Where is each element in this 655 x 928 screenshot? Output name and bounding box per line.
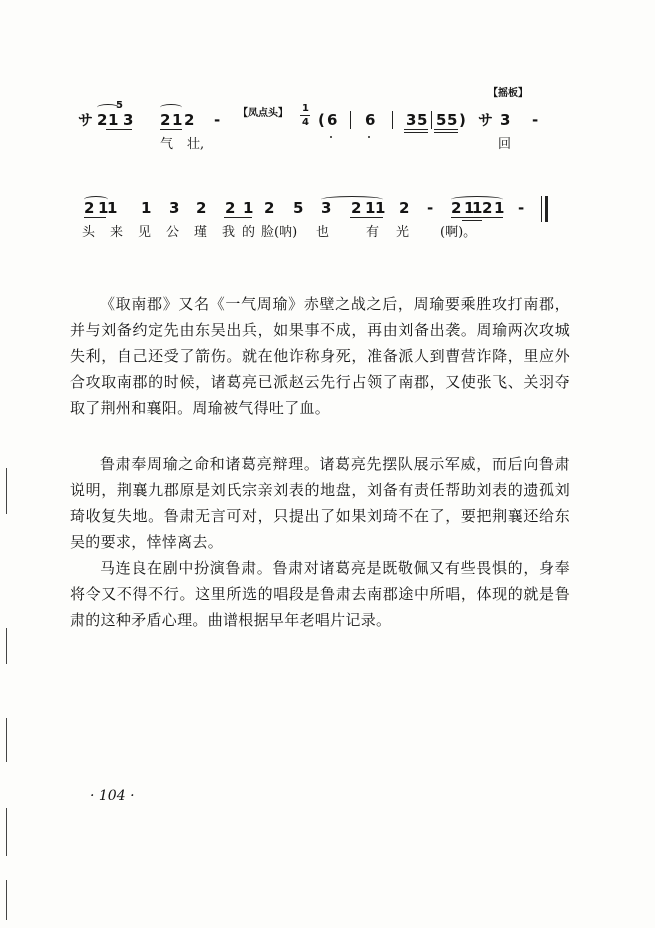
score-note: 2 (451, 199, 462, 217)
score-note: 1 (141, 199, 152, 217)
score-note: 1 (107, 199, 118, 217)
score-note: 2 (399, 199, 410, 217)
scan-artifact (6, 628, 7, 664)
slur (321, 196, 383, 203)
time-signature-numerator: 1 (302, 103, 309, 114)
lyric-char: 见 (138, 225, 152, 240)
score-note: - (427, 199, 434, 217)
slur (97, 104, 119, 111)
score-note: 1 (375, 199, 386, 217)
score-note: 1 (108, 111, 119, 129)
lyric-char: 的 (242, 225, 256, 240)
underline (224, 217, 252, 218)
scan-artifact (6, 468, 7, 514)
paragraph-3: 马连良在剧中扮演鲁肃。鲁肃对诸葛亮是既敬佩又有些畏惧的，身奉将令又不得不行。这里所选的唱段是鲁肃去南郡途中所唱，体现的就是鲁肃的这种矛盾心理。曲谱根据早年老唱片记录。 (70, 559, 570, 629)
score-note: ) (459, 111, 466, 129)
underline (404, 132, 428, 133)
score-note: 1 (98, 199, 109, 217)
lyric-char: 头 (82, 225, 96, 240)
slur (451, 196, 503, 203)
slur (160, 104, 182, 111)
lyric-char: 脸(呐) (261, 225, 298, 240)
tempo-mark: 【摇板】 (488, 88, 528, 99)
score-note: ( (318, 111, 325, 129)
score-note: 3 (406, 111, 417, 129)
underline (106, 129, 132, 130)
underline (462, 220, 482, 221)
barline (392, 111, 393, 129)
score-note: サ (478, 111, 494, 129)
underline (84, 217, 106, 218)
score-note: - (518, 199, 525, 217)
score-note: 2 (225, 199, 236, 217)
score-note: 6 (365, 111, 376, 129)
score-note: 5 (417, 111, 428, 129)
score-note: 1 (472, 199, 483, 217)
barline (350, 111, 351, 129)
score-note: 5 (436, 111, 447, 129)
lyric-char: 瑾 (194, 225, 208, 240)
lyric-char: 气 (160, 137, 174, 152)
final-barline-thick (545, 196, 548, 222)
underline (434, 129, 458, 130)
score-note: 1 (243, 199, 254, 217)
score-note: 3 (169, 199, 180, 217)
octave-dot (330, 136, 332, 138)
lyric-char: 也 (316, 225, 330, 240)
lyric-char: 公 (166, 225, 180, 240)
lyric-char: 来 (110, 225, 124, 240)
score-note: 5 (447, 111, 458, 129)
score-note: 2 (160, 111, 171, 129)
score-note: 2 (264, 199, 275, 217)
score-note: 2 (196, 199, 207, 217)
score-note: 3 (321, 199, 332, 217)
lyric-char: 壮, (187, 137, 205, 152)
score-note: 3 (500, 111, 511, 129)
underline (404, 129, 428, 130)
lyric-char: (啊)。 (440, 225, 477, 240)
page-number: · 104 · (90, 788, 135, 804)
phrase-mark: 【凤点头】 (238, 108, 288, 119)
octave-dot (368, 136, 370, 138)
score-note: 5 (293, 199, 304, 217)
score-note: - (214, 111, 221, 129)
underline (350, 217, 383, 218)
lyric-char: 光 (396, 225, 410, 240)
lyric-char: 有 (366, 225, 380, 240)
score-note: 1 (464, 199, 475, 217)
underline (160, 129, 182, 130)
scan-artifact (6, 808, 7, 856)
score-note: 2 (184, 111, 195, 129)
score-note: 1 (494, 199, 505, 217)
paragraph-2: 鲁肃奉周瑜之命和诸葛亮辩理。诸葛亮先摆队展示军威，而后向鲁肃说明，荆襄九郡原是刘氏宗亲刘表的地盘，刘备有责任帮助刘表的遗孤刘琦收复失地。鲁肃无言可对，只提出了如果刘琦不在了，要把荆襄还给东吴的要求，悻悻离去。 (70, 455, 570, 551)
slur (84, 196, 108, 203)
score-note: 2 (482, 199, 493, 217)
score-note: 1 (172, 111, 183, 129)
paragraph-1: 《取南郡》又名《一气周瑜》赤壁之战之后，周瑜要乘胜攻打南郡，并与刘备约定先由东吴出兵，如果事不成，再由刘备出袭。周瑜两次攻城失利，自己还受了箭伤。就在他诈称身死，准备派人到曹营诈降，里应外合攻取南郡的时候，诸葛亮已派赵云先行占领了南郡，又使张飞、关羽夺取了荆州和襄阳。周瑜被气得吐了血。 (70, 295, 570, 417)
scan-artifact (6, 718, 7, 762)
score-note: サ (78, 111, 94, 129)
time-signature-line (300, 115, 310, 116)
score-note: 2 (84, 199, 95, 217)
lyric-char: 回 (498, 137, 512, 152)
scan-artifact (6, 880, 7, 920)
underline (451, 217, 503, 218)
underline (434, 132, 458, 133)
score-note: - (532, 111, 539, 129)
score-note: 6 (327, 111, 338, 129)
barline (431, 111, 432, 129)
score-note: 2 (97, 111, 108, 129)
score-note: 1 (365, 199, 376, 217)
grace-note: 5 (116, 100, 123, 111)
final-barline-thin (541, 196, 542, 222)
score-note: 3 (123, 111, 134, 129)
time-signature-denominator: 4 (302, 117, 309, 128)
score-note: 2 (351, 199, 362, 217)
lyric-char: 我 (222, 225, 236, 240)
